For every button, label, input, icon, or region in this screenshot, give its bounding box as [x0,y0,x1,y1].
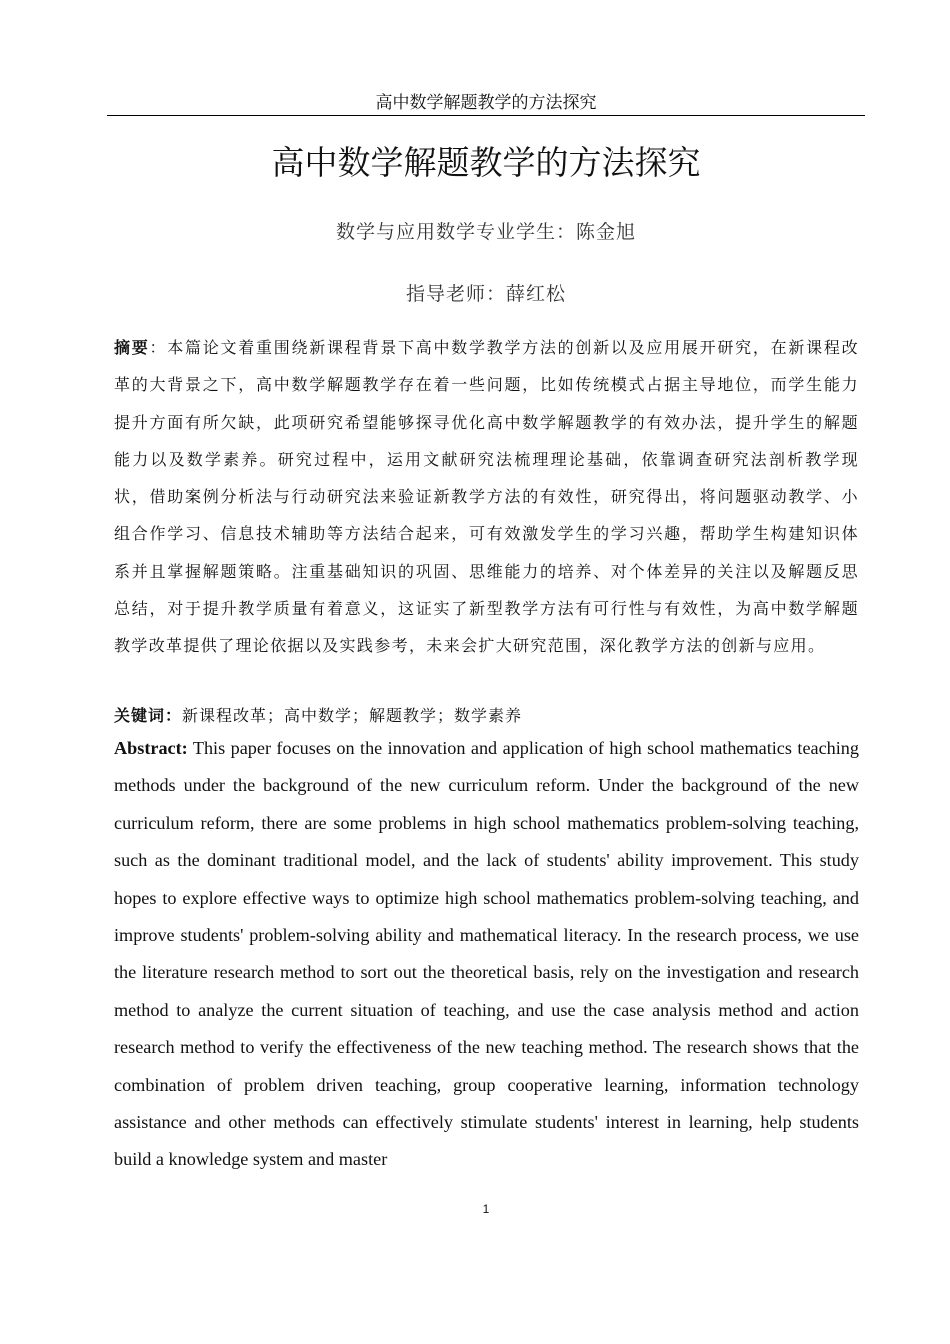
english-abstract-text: This paper focuses on the innovation and application of high school mathematics teaching methods under the background of the new curriculum reform. Under the background of the new curriculum reform, there are some problems in high school mathematics problem-solving teaching, such as the dominant traditional model, and the lack of students' ability improvement. This study hopes to explore effective ways to optimize high school mathematics problem-solving teaching, and improve students' problem-solving ability and mathematical literacy. In the research process, we use the literature research method to sort out the theoretical basis, rely on the investigation and research method to analyze the current situation of teaching, and use the case analysis method and action research method to verify the effectiveness of the new teaching method. The research shows that the combination of problem driven teaching, group cooperative learning, information technology assistance and other methods can effectively stimulate students' interest in learning, help students build a knowledge system and master [114,738,859,1170]
chinese-abstract-text: ：本篇论文着重围绕新课程背景下高中数学教学方法的创新以及应用展开研究，在新课程改革的大背景之下，高中数学解题教学存在着一些问题，比如传统模式占据主导地位，而学生能力提升方面有所欠缺，此项研究希望能够探寻优化高中数学解题教学的有效办法，提升学生的解题能力以及数学素养。研究过程中，运用文献研究法梳理理论基础，依靠调查研究法剖析教学现状，借助案例分析法与行动研究法来验证新教学方法的有效性，研究得出，将问题驱动教学、小组合作学习、信息技术辅助等方法结合起来，可有效激发学生的学习兴趣，帮助学生构建知识体系并且掌握解题策略。注重基础知识的巩固、思维能力的培养、对个体差异的关注以及解题反思总结，对于提升教学质量有着意义，这证实了新型教学方法有可行性与有效性，为高中数学解题教学改革提供了理论依据以及实践参考，未来会扩大研究范围，深化教学方法的创新与应用。 [114,338,859,656]
chinese-keywords [114,702,859,730]
running-header: 高中数学解题教学的方法探究 [375,93,597,113]
page-number: 1 [482,1202,490,1216]
advisor-line: 指导老师：薛红松 [405,283,566,305]
header-rule [107,115,865,116]
author-line: 数学与应用数学专业学生：陈金旭 [335,221,636,243]
keywords-label: 关键词： [114,706,183,725]
english-abstract [114,730,859,1179]
english-abstract-label: Abstract: [114,738,188,758]
chinese-abstract [114,329,859,665]
keywords-text: 新课程改革；高中数学；解题教学；数学素养 [182,706,523,725]
chinese-abstract-label: 摘要 [114,338,150,357]
paper-title: 高中数学解题教学的方法探究 [271,143,701,182]
